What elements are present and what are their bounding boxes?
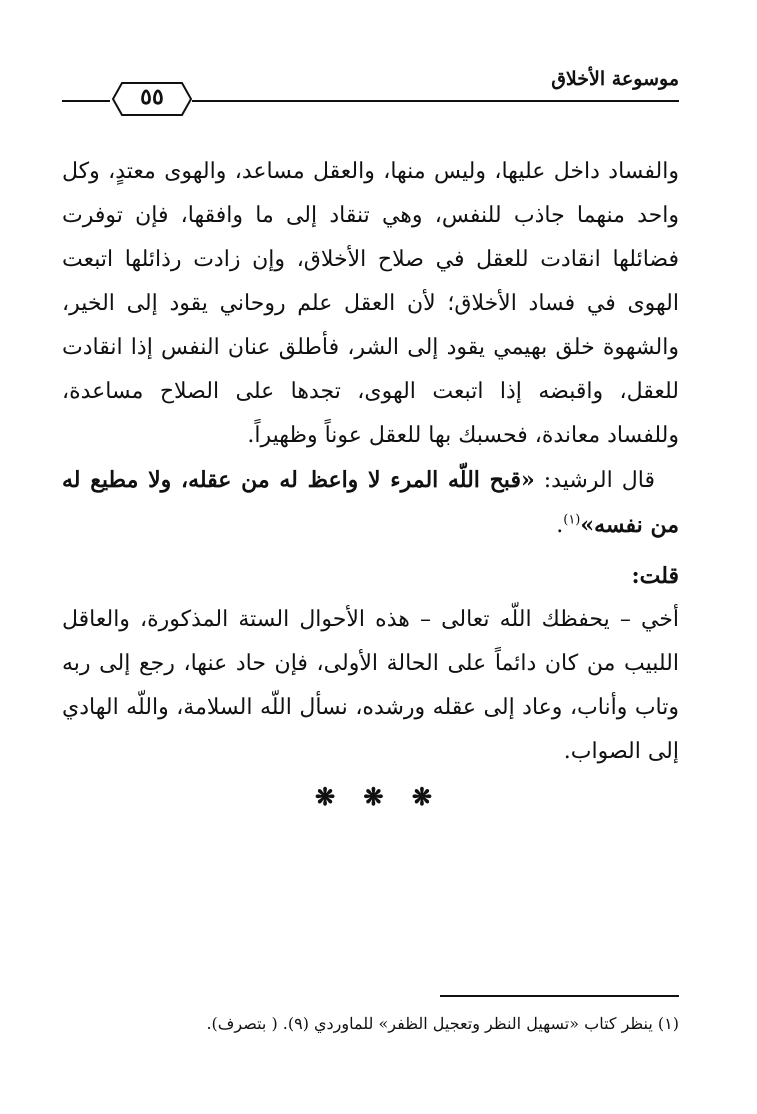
quote-paragraph: [62, 458, 679, 548]
quote-end: .: [556, 513, 564, 538]
footnote-reference: (١): [563, 512, 581, 528]
footnote-rule: [440, 995, 679, 997]
page-number-badge: [112, 80, 192, 118]
page-number: ٥٥: [140, 84, 164, 110]
book-title: موسوعة الأخلاق: [551, 68, 679, 90]
footnote: (١) ينظر كتاب «تسهيل النظر وتعجيل الظفر» للماوردي (٩). ( بتصرف).: [206, 1014, 679, 1033]
main-text: [62, 150, 679, 774]
quote-text: «قبح اللّه المرء لا واعظ له من عقله، ولا مطيع له من نفسه»: [62, 467, 679, 538]
header-rule-left: [62, 100, 110, 102]
quote-intro: قال الرشيد:: [534, 468, 655, 493]
page-header: [62, 62, 679, 114]
section-label: قلت:: [631, 563, 679, 589]
section-separator: ❋ ❋ ❋: [314, 782, 443, 811]
paragraph-1: والفساد داخل عليها، وليس منها، والعقل مساعد، والهوى معتدٍ، وكل واحد منهما جاذب للنفس، وهي تنقاد إلى ما وافقها، فإن توفرت فضائلها انقادت للعقل في صلاح الأخلاق، وإن زادت رذائلها اتبعت الهوى في فساد الأخلاق؛ لأن العقل علم روحاني يقود إلى الخير، والشهوة خلق بهيمي يقود إلى الشر، فأطلق عنان النفس إذا انقادت للعقل، واقبضه إذا اتبعت الهوى، تجدها على الصلاح مساعدة، وللفساد معاندة، فحسبك بها للعقل عوناً وظهيراً.: [62, 159, 679, 448]
paragraph-2: أخي – يحفظك اللّه تعالى – هذه الأحوال الستة المذكورة، والعاقل اللبيب من كان دائماً على الحالة الأولى، فإن حاد عنها، رجع إلى ربه وتاب وأناب، وعاد إلى عقله ورشده، نسأل اللّه السلامة، واللّه الهادي إلى الصواب.: [62, 607, 679, 764]
header-rule: [192, 100, 679, 102]
